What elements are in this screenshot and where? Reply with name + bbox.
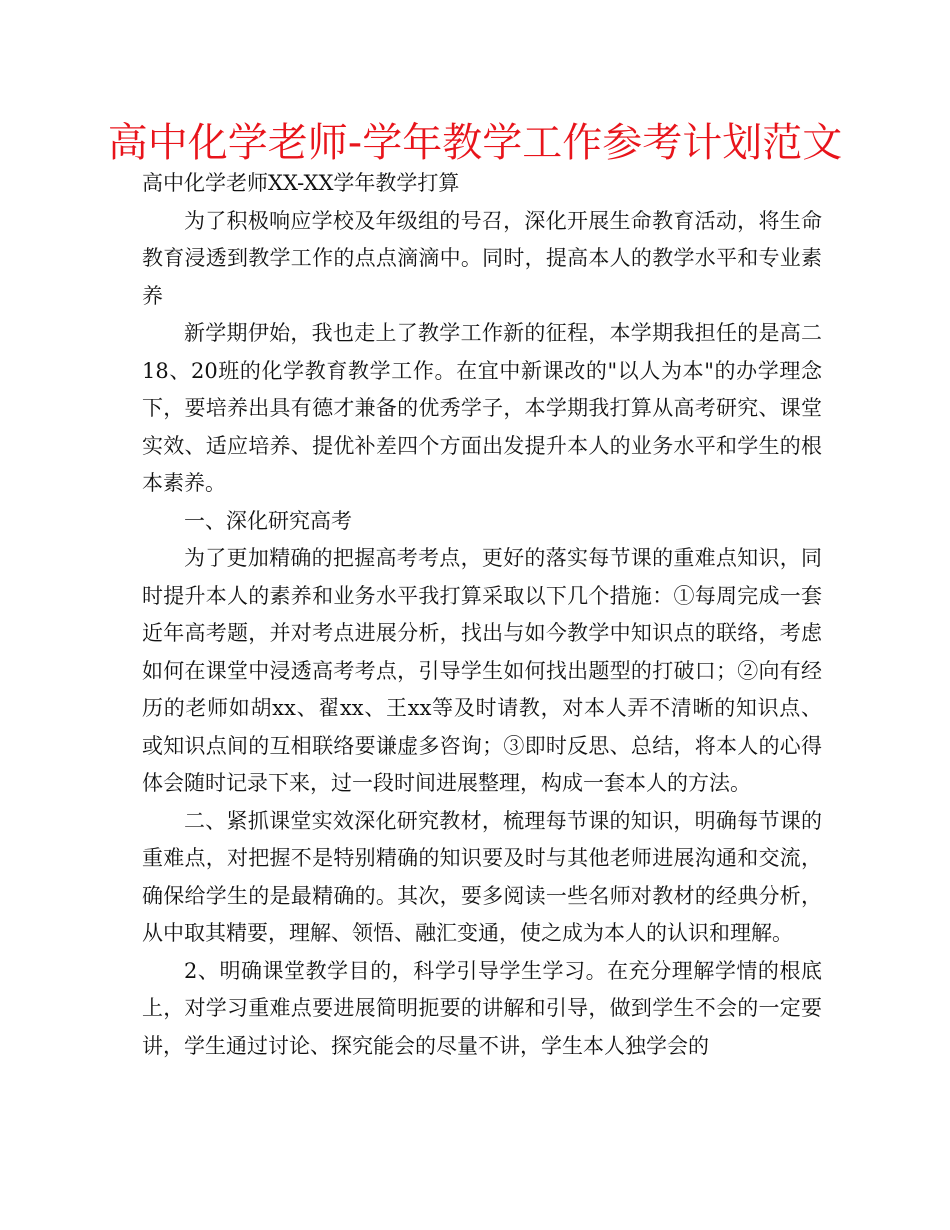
document-subtitle: 高中化学老师XX-XX学年教学打算 [142, 171, 460, 195]
paragraph: 为了积极响应学校及年级组的号召，深化开展生命教育活动，将生命教育浸透到教学工作的点点滴滴中。同时，提高本人的教学水平和专业素养 [142, 208, 822, 308]
paragraph: 2、明确课堂教学目的，科学引导学生学习。在充分理解学情的根底上，对学习重难点要进展简明扼要的讲解和引导，做到学生不会的一定要讲，学生通过讨论、探究能会的尽量不讲，学生本人独学会的 [142, 958, 822, 1058]
paragraph: 二、紧抓课堂实效深化研究教材，梳理每节课的知识，明确每节课的重难点，对把握不是特别精确的知识要及时与其他老师进展沟通和交流，确保给学生的是最精确的。其次，要多阅读一些名师对教材的经典分析，从中取其精要，理解、领悟、融汇变通，使之成为本人的认识和理解。 [142, 808, 822, 945]
document-body [142, 165, 822, 1065]
document-title: 高中化学老师-学年教学工作参考计划范文 [107, 120, 843, 166]
paragraph: 为了更加精确的把握高考考点，更好的落实每节课的重难点知识，同时提升本人的素养和业务水平我打算采取以下几个措施：①每周完成一套近年高考题，并对考点进展分析，找出与如今教学中知识点的联络，考虑如何在课堂中浸透高考考点，引导学生如何找出题型的打破口；②向有经历的老师如胡xx、翟xx、王xx等及时请教，对本人弄不清晰的知识点、或知识点间的互相联络要谦虚多咨询；③即时反思、总结，将本人的心得体会随时记录下来，过一段时间进展整理，构成一套本人的方法。 [142, 546, 822, 795]
paragraph: 新学期伊始，我也走上了教学工作新的征程，本学期我担任的是高二18、20班的化学教育教学工作。在宜中新课改的"以人为本"的办学理念下，要培养出具有德才兼备的优秀学子，本学期我打算从高考研究、课堂实效、适应培养、提优补差四个方面出发提升本人的业务水平和学生的根本素养。 [142, 321, 822, 495]
section-heading: 一、深化研究高考 [184, 508, 352, 533]
